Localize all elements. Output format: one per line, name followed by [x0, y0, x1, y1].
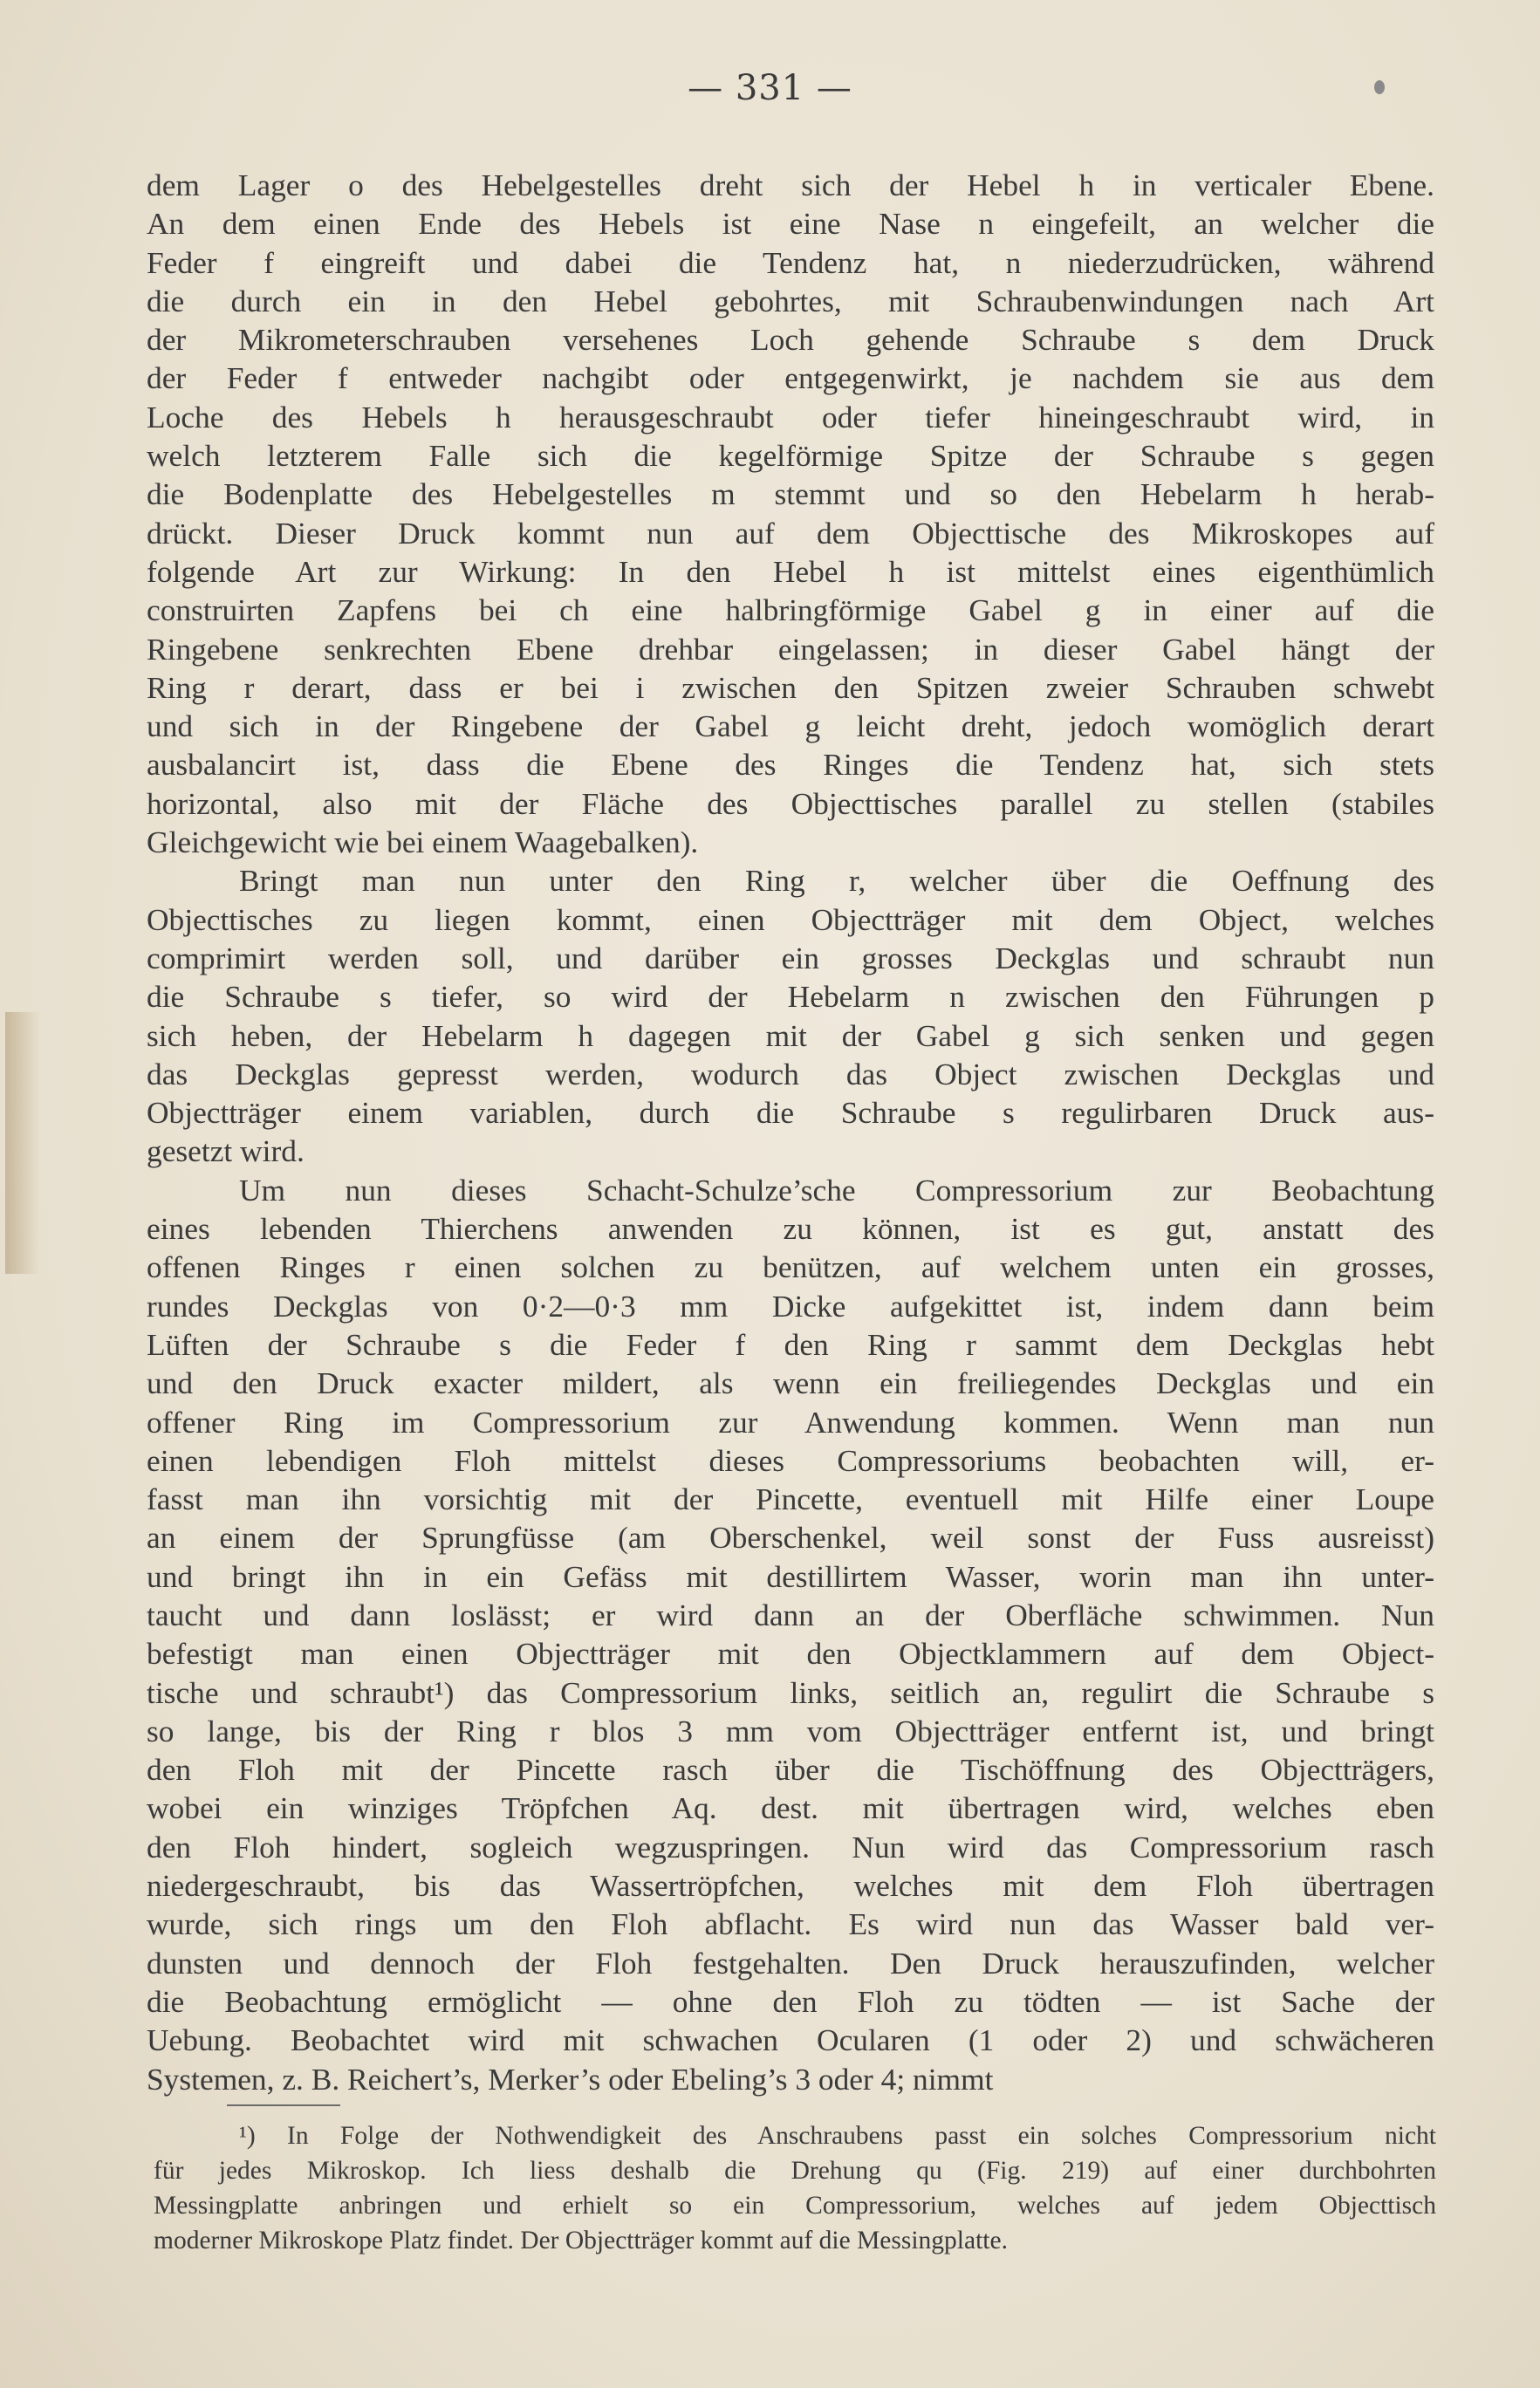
text-line: An dem einen Ende des Hebels ist eine Nase n eingefeilt, an welcher die: [147, 206, 1434, 242]
text-line: eines lebenden Thierchens anwenden zu können, ist es gut, anstatt des: [147, 1211, 1434, 1247]
text-line: sich heben, der Hebelarm h dagegen mit der Gabel g sich senken und gegen: [147, 1017, 1434, 1053]
text-line: welch letzterem Falle sich die kegelförmige Spitze der Schraube s gegen: [147, 438, 1434, 474]
text-line: dem Lager o des Hebelgestelles dreht sich der Hebel h in verticaler Ebene.: [147, 168, 1434, 202]
body-text: [147, 166, 1434, 2098]
text-line: comprimirt werden soll, und darüber ein grosses Deckglas und schraubt nun: [147, 940, 1434, 975]
text-line: tische und schraubt¹) das Compressorium links, seitlich an, regulirt die Schraube s: [147, 1674, 1434, 1710]
text-line: den Floh hindert, sogleich wegzuspringen. Nun wird das Compressorium rasch: [147, 1829, 1434, 1865]
text-line: der Feder f entweder nachgibt oder entgegenwirkt, je nachdem sie aus dem: [147, 360, 1434, 396]
text-line: dunsten und dennoch der Floh festgehalten. Den Druck herauszufinden, welcher: [147, 1945, 1434, 1981]
text-line: Loche des Hebels h herausgeschraubt oder tiefer hineingeschraubt wird, in: [147, 399, 1434, 434]
text-line: Ring r derart, dass er bei i zwischen den Spitzen zweier Schrauben schwebt: [147, 669, 1434, 705]
text-line: offener Ring im Compressorium zur Anwendung kommen. Wenn man nun: [147, 1404, 1434, 1440]
footnote-line: moderner Mikroskope Platz findet. Der Objectträger kommt auf die Messingplatte.: [154, 2227, 1008, 2255]
text-line: folgende Art zur Wirkung: In den Hebel h ist mittelst eines eigenthümlich: [147, 553, 1434, 589]
text-line: wobei ein winziges Tröpfchen Aq. dest. mit übertragen wird, welches eben: [147, 1790, 1434, 1826]
text-line: befestigt man einen Objectträger mit den Objectklammern auf dem Object-: [147, 1636, 1434, 1672]
text-line: taucht und dann loslässt; er wird dann an der Oberfläche schwimmen. Nun: [147, 1597, 1434, 1632]
text-line: Systemen, z. B. Reichert’s, Merker’s oder Ebeling’s 3 oder 4; nimmt: [147, 2061, 994, 2097]
text-line: die Schraube s tiefer, so wird der Hebelarm n zwischen den Führungen p: [147, 979, 1434, 1015]
footnotes: [154, 2118, 1436, 2258]
text-line: und bringt ihn in ein Gefäss mit destillirtem Wasser, worin man ihn unter-: [147, 1558, 1434, 1594]
ink-spot: [1374, 80, 1385, 94]
text-line: niedergeschraubt, bis das Wassertröpfchen, welches mit dem Floh übertragen: [147, 1868, 1434, 1904]
text-line: so lange, bis der Ring r blos 3 mm vom Objectträger entfernt ist, und bringt: [147, 1713, 1434, 1748]
text-line: die durch ein in den Hebel gebohrtes, mit Schraubenwindungen nach Art: [147, 283, 1434, 318]
text-line: einen lebendigen Floh mittelst dieses Compressoriums beobachten will, er-: [147, 1442, 1434, 1478]
footnote-line: Messingplatte anbringen und erhielt so ein Compressorium, welches auf jedem Objecttisch: [154, 2192, 1436, 2220]
text-line: die Bodenplatte des Hebelgestelles m stemmt und so den Hebelarm h herab-: [147, 476, 1434, 512]
text-line: construirten Zapfens bei ch eine halbringförmige Gabel g in einer auf die: [147, 592, 1434, 628]
text-line: die Beobachtung ermöglicht — ohne den Floh zu tödten — ist Sache der: [147, 1983, 1434, 2019]
text-line: an einem der Sprungfüsse (am Oberschenkel, weil sonst der Fuss ausreisst): [147, 1520, 1434, 1556]
text-line: Lüften der Schraube s die Feder f den Ring r sammt dem Deckglas hebt: [147, 1326, 1434, 1362]
text-line: fasst man ihn vorsichtig mit der Pincette, eventuell mit Hilfe einer Loupe: [147, 1481, 1434, 1517]
text-line: den Floh mit der Pincette rasch über die Tischöffnung des Objectträgers,: [147, 1752, 1434, 1788]
text-line: Feder f eingreift und dabei die Tendenz hat, n niederzudrücken, während: [147, 244, 1434, 280]
text-line: Ringebene senkrechten Ebene drehbar eingelassen; in dieser Gabel hängt der: [147, 631, 1434, 667]
margin-stain: [5, 1012, 40, 1274]
text-line: offenen Ringes r einen solchen zu benützen, auf welchem unten ein grosses,: [147, 1249, 1434, 1285]
text-line: das Deckglas gepresst werden, wodurch das Object zwischen Deckglas und: [147, 1056, 1434, 1091]
footnote-rule: [227, 2104, 340, 2106]
text-line: Uebung. Beobachtet wird mit schwachen Ocularen (1 oder 2) und schwächeren: [147, 2022, 1434, 2058]
text-line: drückt. Dieser Druck kommt nun auf dem Objecttische des Mikroskopes auf: [147, 515, 1434, 551]
text-line: rundes Deckglas von 0·2—0·3 mm Dicke aufgekittet ist, indem dann beim: [147, 1288, 1434, 1324]
text-line: Gleichgewicht wie bei einem Waagebalken).: [147, 825, 699, 860]
text-line: gesetzt wird.: [147, 1133, 305, 1169]
text-line: Objecttisches zu liegen kommt, einen Objectträger mit dem Object, welches: [147, 901, 1434, 937]
text-line: Um nun dieses Schacht-Schulze’sche Compressorium zur Beobachtung: [239, 1172, 1434, 1208]
text-line: und sich in der Ringebene der Gabel g leicht dreht, jedoch womöglich derart: [147, 708, 1434, 744]
text-line: und den Druck exacter mildert, als wenn ein freiliegendes Deckglas und ein: [147, 1365, 1434, 1401]
footnote-line: für jedes Mikroskop. Ich liess deshalb die Drehung qu (Fig. 219) auf einer durchbohrten: [154, 2157, 1436, 2185]
text-line: ausbalancirt ist, dass die Ebene des Ringes die Tendenz hat, sich stets: [147, 747, 1434, 783]
text-line: wurde, sich rings um den Floh abflacht. Es wird nun das Wasser bald ver-: [147, 1906, 1434, 1942]
text-line: Objectträger einem variablen, durch die Schraube s regulirbaren Druck aus-: [147, 1095, 1434, 1131]
page-number: — 331 —: [688, 68, 852, 108]
text-line: horizontal, also mit der Fläche des Objecttisches parallel zu stellen (stabiles: [147, 785, 1434, 821]
text-line: Bringt man nun unter den Ring r, welcher über die Oeffnung des: [239, 863, 1434, 899]
footnote-line: ¹) In Folge der Nothwendigkeit des Anschraubens passt ein solches Compressorium nicht: [239, 2122, 1436, 2150]
text-line: der Mikrometerschrauben versehenes Loch gehende Schraube s dem Druck: [147, 322, 1434, 358]
